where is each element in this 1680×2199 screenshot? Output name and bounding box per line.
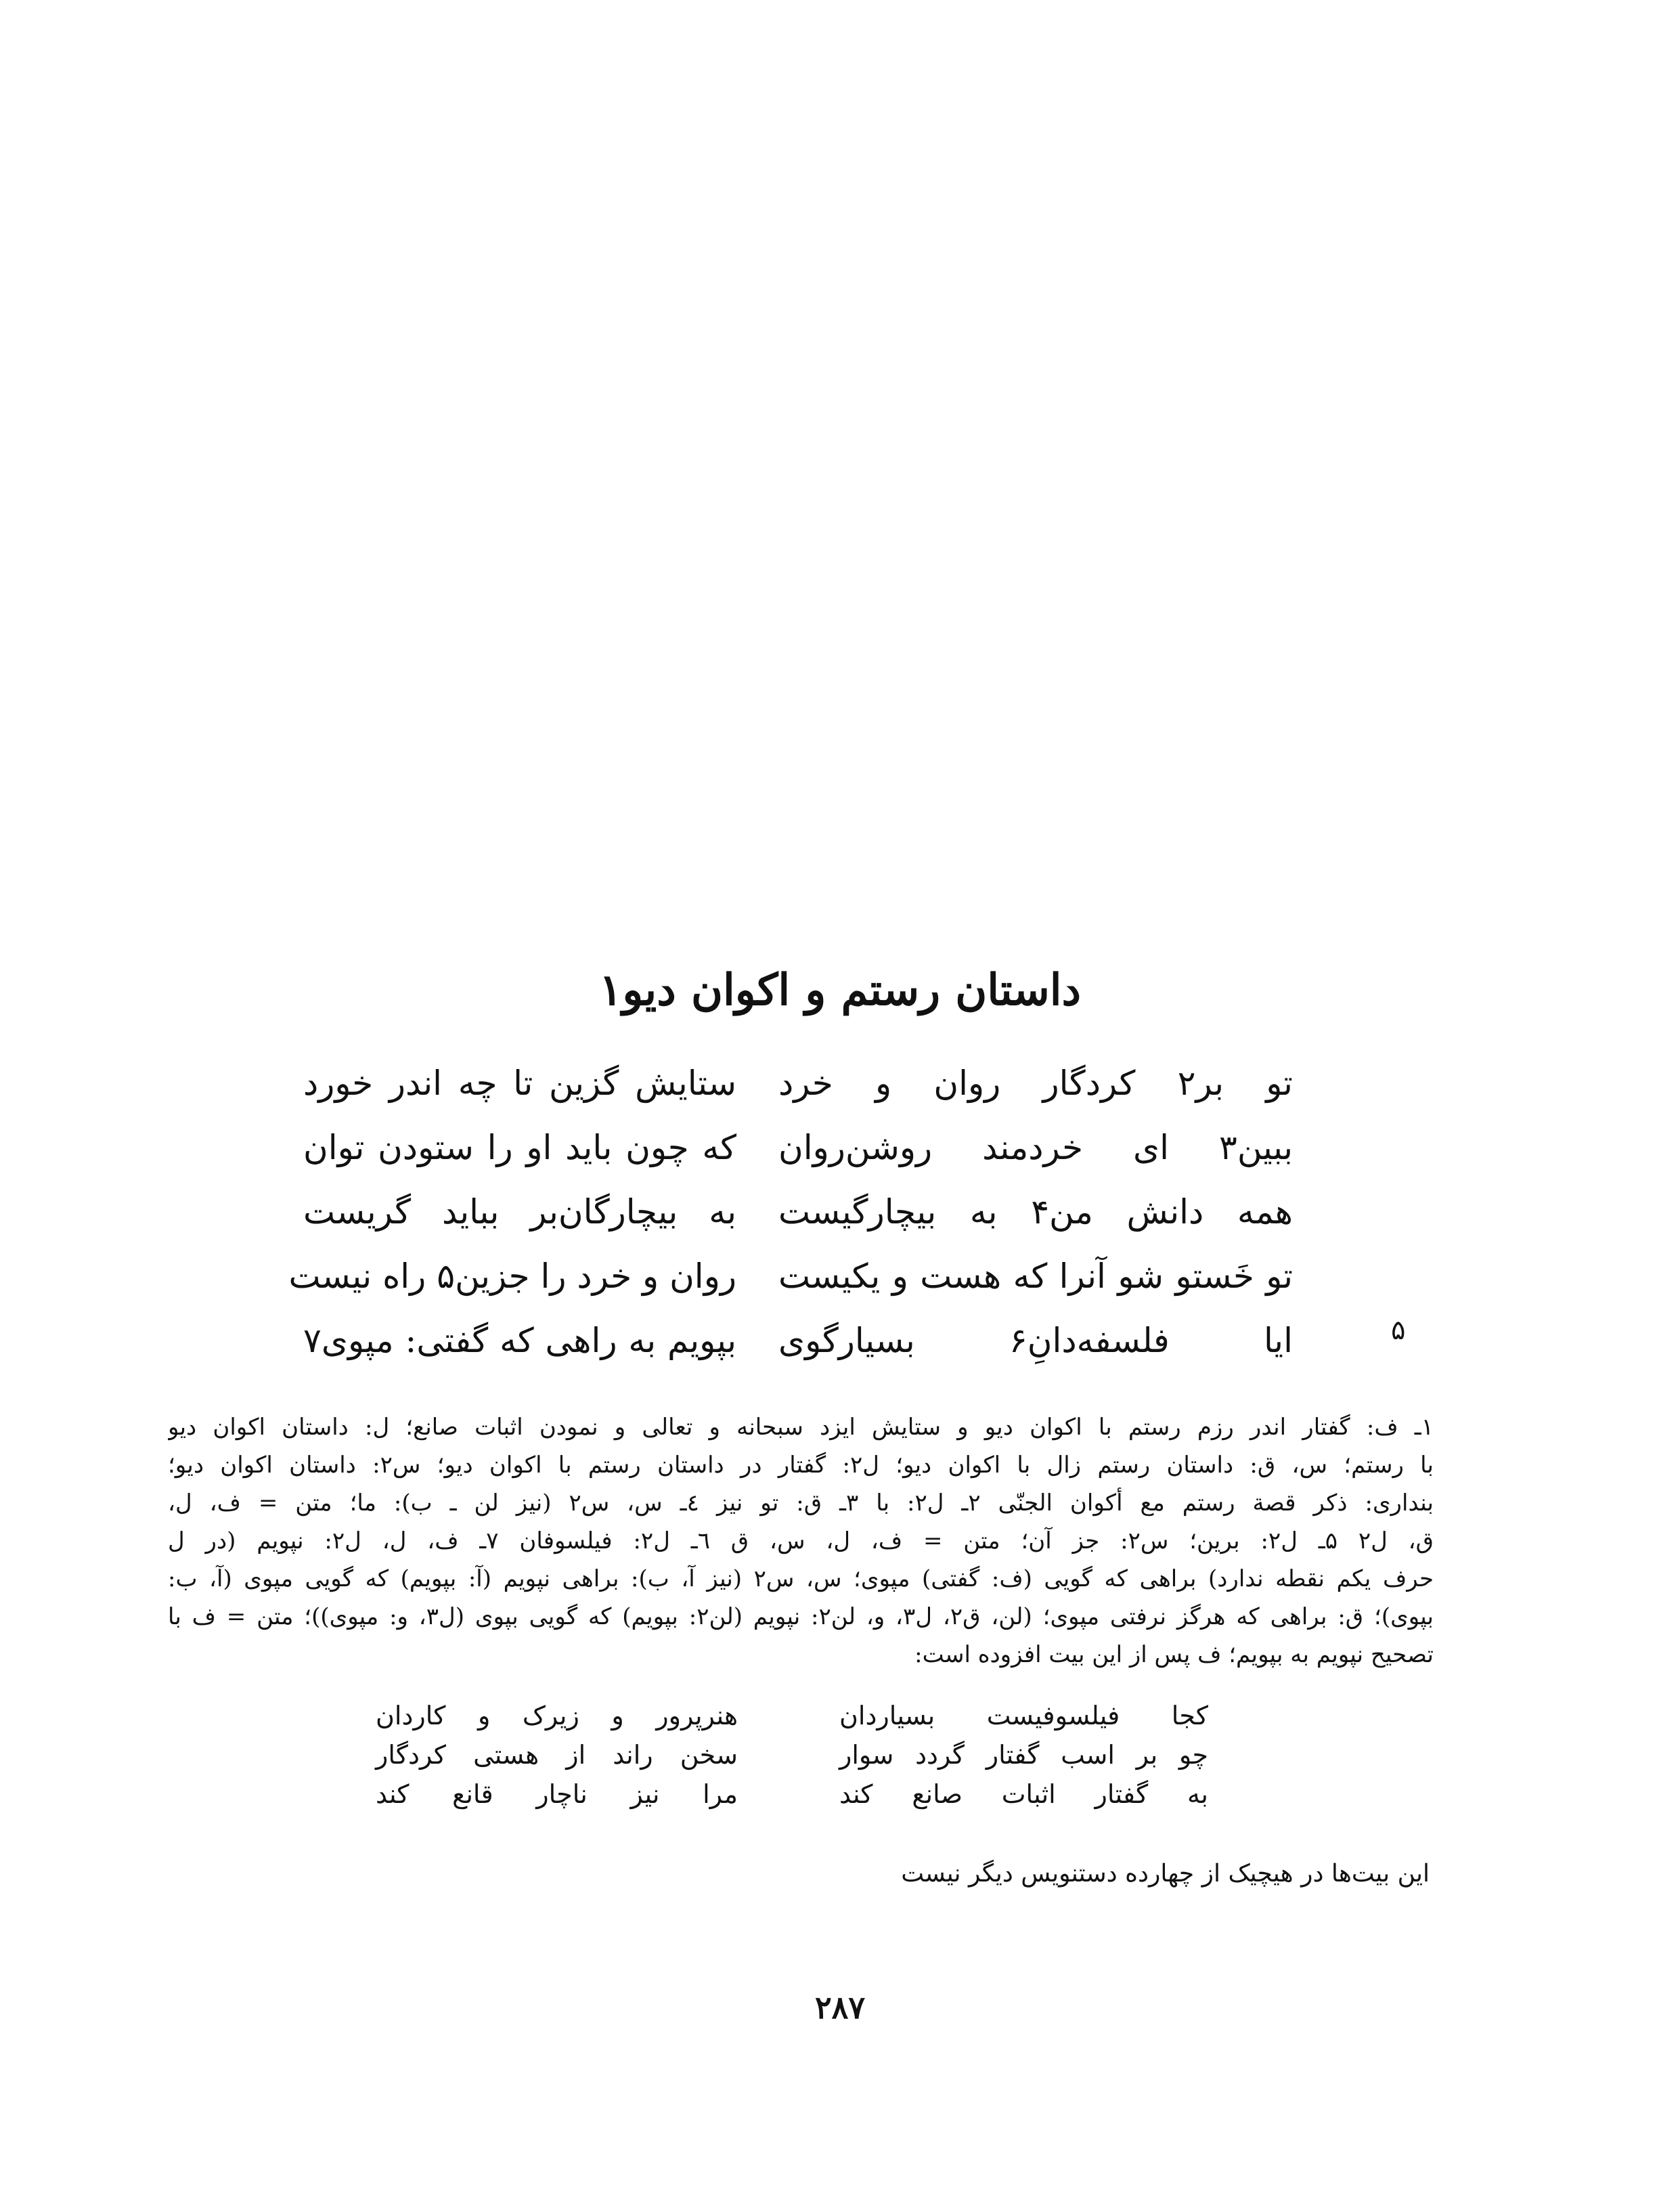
verse-line: ایا فلسفه‌دانِ۶ بسیارگوی bbox=[778, 1321, 1293, 1360]
added-verse-line: سخن راند از هستی کردگار bbox=[376, 1740, 738, 1770]
footnote-line: با رستم؛ س، ق: داستان رستم زال با اکوان دیو؛ ل۲: گفتار در داستان رستم با اکوان دیو؛ س۲: داستان اکوان دیو؛ bbox=[168, 1452, 1434, 1479]
added-verse-line: چو بر اسب گفتار گردد سوار bbox=[839, 1740, 1208, 1770]
footnote-line: ۱ـ ف: گفتار اندر رزم رستم با اکوان دیو و ستایش ایزد سبحانه و تعالی و نمودن اثبات صانع؛ ل: داستان اکوان دیو bbox=[168, 1414, 1434, 1441]
footnote-line: بنداری: ذکر قصة رستم مع أکوان الجنّی ۲ـ ل۲: با ۳ـ ق: تو نیز ٤ـ س، س۲ (نیز لن ـ ب): ما؛ متن = ف، ل، bbox=[168, 1489, 1434, 1517]
verse-number: ۵ bbox=[1391, 1315, 1406, 1346]
manuscript-note: این بیت‌ها در هیچیک از چهارده دستنویس دیگر نیست bbox=[901, 1860, 1430, 1888]
verse-line: ستایش گزین تا چه اندر خورد bbox=[303, 1064, 736, 1103]
added-verse-line: هنرپرور و زیرک و کاردان bbox=[376, 1701, 738, 1730]
footnote-line: ق، ل۲ ۵ـ ل۲: برین؛ س۲: جز آن؛ متن = ف، ل، س، ق ٦ـ ل۲: فیلسوفان ۷ـ ف، ل، ل۲: نپویم (در ل bbox=[168, 1527, 1434, 1554]
verse-line: بپویم به راهی که گفتی: مپوی۷ bbox=[303, 1321, 736, 1360]
verses-first-hemistichs bbox=[778, 1051, 1293, 1373]
added-verse-line: مرا نیز ناچار قانع کند bbox=[376, 1779, 738, 1809]
verse-line: همه دانش من۴ به بیچارگیست bbox=[778, 1192, 1293, 1232]
added-verses-first-hemistichs bbox=[839, 1696, 1208, 1814]
footnotes bbox=[168, 1408, 1434, 1674]
verse-line: روان و خرد را جزین۵ راه نیست bbox=[288, 1257, 736, 1296]
added-verse-line: به گفتار اثبات صانع کند bbox=[839, 1779, 1208, 1809]
verse-line: که چون باید او را ستودن توان bbox=[303, 1128, 736, 1167]
footnote-line: بپوی)؛ ق: براهی که هرگز نرفتی مپوی؛ (لن، ق۲، ل۳، و، لن۲: نپویم (لن۲: بپویم) که گویی بپوی (ل۳، و: مپوی))؛ متن = ف با bbox=[168, 1603, 1434, 1630]
footnote-line: حرف یکم نقطه ندارد) براهی که گویی (ف: گفتی) مپوی؛ س، س۲ (نیز آ، ب): براهی نپویم (آ: بپویم) که گویی مپوی (آ، ب: bbox=[168, 1565, 1434, 1592]
verse-line: به بیچارگان‌بر بباید گریست bbox=[303, 1192, 736, 1232]
verse-line: تو خَستو شو آنرا که هست و یکیست bbox=[778, 1257, 1293, 1296]
verse-line: تو بر۲ کردگار روان و خرد bbox=[778, 1064, 1293, 1103]
footnote-line: تصحیح نپویم به بپویم؛ ف پس از این بیت افزوده است: bbox=[914, 1641, 1434, 1668]
verses-second-hemistichs bbox=[288, 1051, 736, 1373]
page-number: ۲۸۷ bbox=[814, 1989, 866, 2026]
added-verses-second-hemistichs bbox=[376, 1696, 738, 1814]
verse-line: ببین۳ ای خردمند روشن‌روان bbox=[778, 1128, 1293, 1167]
added-verse-line: کجا فیلسوفیست بسیاردان bbox=[839, 1701, 1208, 1730]
page-title: داستان رستم و اکوان دیو۱ bbox=[598, 965, 1082, 1016]
